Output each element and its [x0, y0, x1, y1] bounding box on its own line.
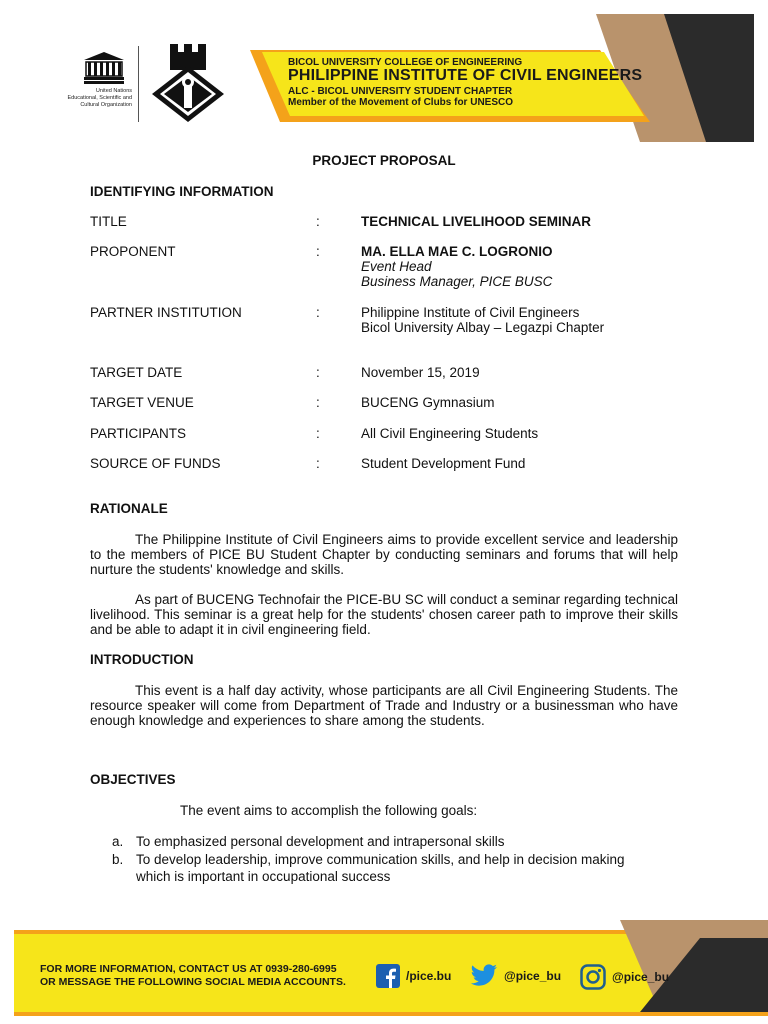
field-value-target-venue: BUCENG Gymnasium	[361, 395, 495, 410]
field-separator: :	[316, 426, 320, 441]
document-title: PROJECT PROPOSAL	[312, 153, 456, 168]
list-marker: a.	[112, 834, 124, 849]
field-value-proponent: MA. ELLA MAE C. LOGRONIO	[361, 244, 553, 259]
footer-social-line: OR MESSAGE THE FOLLOWING SOCIAL MEDIA ACCOUNTS.	[40, 976, 346, 988]
field-label-participants: PARTICIPANTS	[90, 426, 187, 441]
field-value-participants: All Civil Engineering Students	[361, 426, 539, 441]
field-separator: :	[316, 456, 320, 471]
objective-text: To emphasized personal development and intrapersonal skills	[136, 834, 505, 849]
facebook-handle: /pice.bu	[406, 969, 452, 983]
pice-tower-logo-icon	[150, 44, 226, 124]
proponent-role: Event Head	[361, 259, 432, 274]
list-marker: b.	[112, 852, 124, 867]
rationale-paragraph-2: As part of BUCENG Technofair the PICE-BU SC will conduct a seminar regarding technical livelihood. This seminar is a great help for the students' chosen career path to improve their skills and be able to adapt it in civil engineering field.	[90, 592, 678, 637]
field-value-partner: Philippine Institute of Civil Engineers	[361, 305, 580, 320]
field-label-source-of-funds: SOURCE OF FUNDS	[90, 456, 221, 471]
instagram-link[interactable]	[580, 964, 669, 990]
objective-text: To develop leadership, improve communication skills, and help in decision making which is important in occupational success	[136, 852, 625, 884]
field-value-partner-chapter: Bicol University Albay – Legazpi Chapter	[361, 320, 605, 335]
field-value-title: TECHNICAL LIVELIHOOD SEMINAR	[361, 214, 592, 229]
twitter-link[interactable]	[470, 964, 561, 988]
introduction-paragraph: This event is a half day activity, whose participants are all Civil Engineering Students. The resource speaker will come from Department of Trade and Industry or a businessman who have enough knowledge and experiences to share among the students.	[90, 683, 678, 728]
header-membership: Member of the Movement of Clubs for UNESCO	[288, 97, 514, 108]
unesco-temple-icon	[84, 52, 124, 84]
facebook-icon	[376, 964, 400, 988]
footer-contact-line: FOR MORE INFORMATION, CONTACT US AT 0939-280-6995	[40, 963, 337, 975]
facebook-link[interactable]	[376, 964, 451, 988]
field-separator: :	[316, 305, 320, 320]
field-separator: :	[316, 244, 320, 259]
section-heading-objectives: OBJECTIVES	[90, 772, 176, 787]
field-label-target-venue: TARGET VENUE	[90, 395, 194, 410]
header-org-name: PHILIPPINE INSTITUTE OF CIVIL ENGINEERS	[288, 67, 643, 84]
field-label-proponent: PROPONENT	[90, 244, 176, 259]
proponent-position: Business Manager, PICE BUSC	[361, 274, 553, 289]
unesco-caption: United Nations Educational, Scientific and Cultural Organization	[67, 88, 132, 108]
twitter-icon	[470, 964, 498, 988]
header-college: BICOL UNIVERSITY COLLEGE OF ENGINEERING	[288, 57, 523, 68]
field-label-partner: PARTNER INSTITUTION	[90, 305, 242, 320]
header-chapter: ALC - BICOL UNIVERSITY STUDENT CHAPTER	[288, 86, 513, 97]
field-separator: :	[316, 214, 320, 229]
field-value-target-date: November 15, 2019	[361, 365, 480, 380]
field-separator: :	[316, 395, 320, 410]
instagram-icon	[580, 964, 606, 990]
section-heading-rationale: RATIONALE	[90, 501, 168, 516]
header-divider	[138, 46, 139, 122]
objectives-lead: The event aims to accomplish the following goals:	[180, 803, 478, 818]
footer-banner	[0, 920, 768, 1024]
rationale-paragraph-1: The Philippine Institute of Civil Engineers aims to provide excellent service and leadership to the members of PICE BU Student Chapter by conducting seminars and forums that will help nurture the students' knowledge and skills.	[90, 532, 678, 577]
field-separator: :	[316, 365, 320, 380]
field-value-source-of-funds: Student Development Fund	[361, 456, 526, 471]
section-heading-introduction: INTRODUCTION	[90, 652, 194, 667]
instagram-handle: @pice_bu	[612, 970, 670, 984]
letterhead	[0, 0, 768, 150]
field-label-target-date: TARGET DATE	[90, 365, 183, 380]
twitter-handle: @pice_bu	[504, 969, 562, 983]
section-heading-identifying: IDENTIFYING INFORMATION	[90, 184, 274, 199]
field-label-title: TITLE	[90, 214, 127, 229]
